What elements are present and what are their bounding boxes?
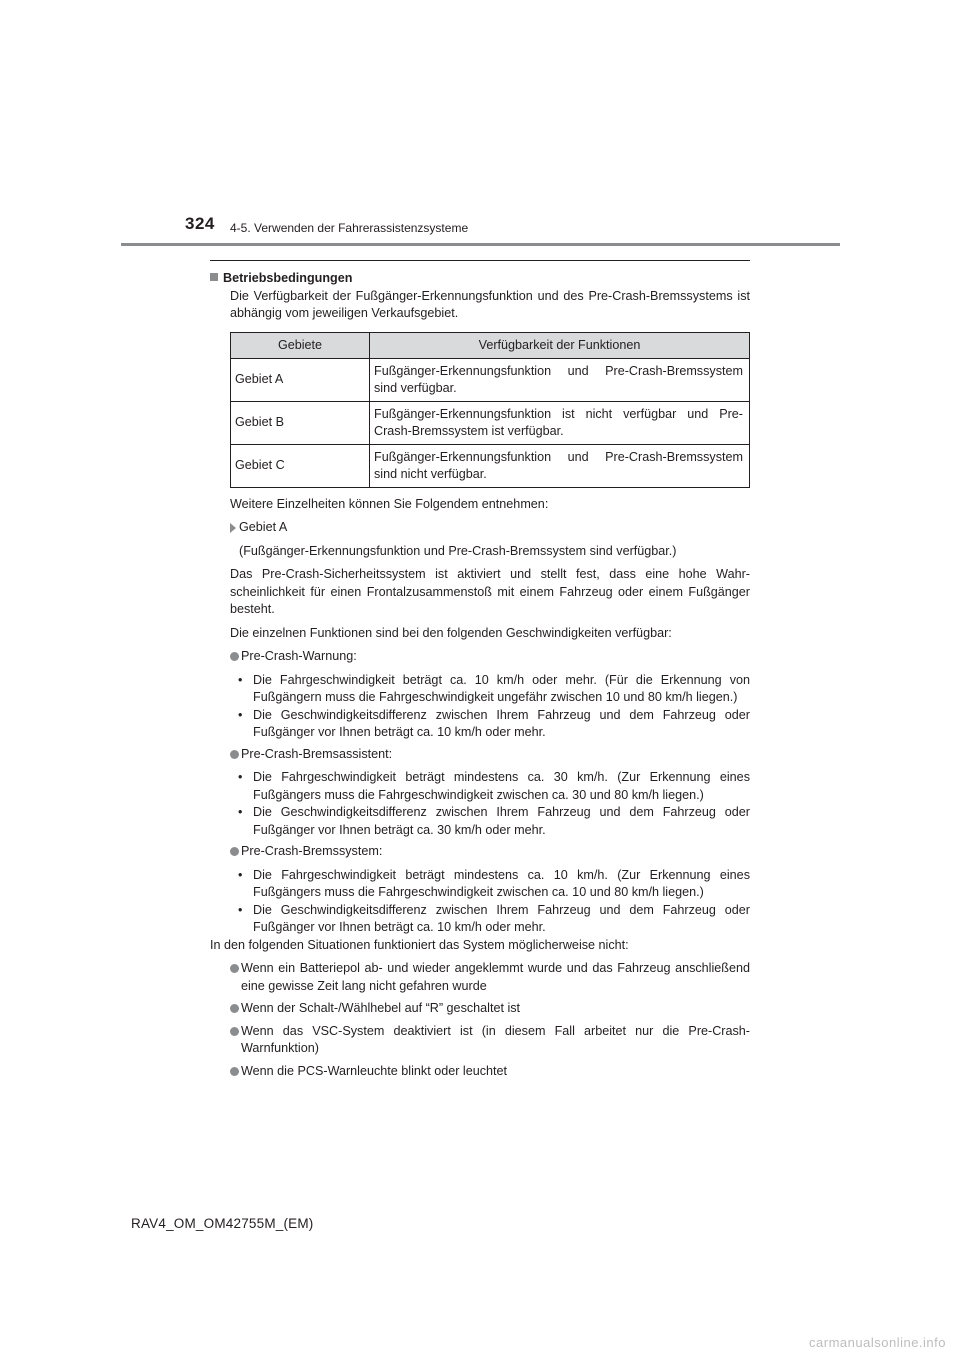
bullet-dot-icon: • [238,672,243,687]
bullet-dot-icon: • [238,770,243,784]
table-cell-region: Gebiet A [231,358,370,401]
function-item [230,746,750,764]
page-number: 324 [185,214,215,233]
condition-text: Die Fahrgeschwindigkeit beträgt mindestens ca. 30 km/h. (Zur Erkennung eines Fußgängers muss die Fahrgeschwindigkeit zwischen ca. 30 und 80 km/h liegen.) [253,770,750,802]
intro-paragraph: Die Verfügbarkeit der Fußgänger-Erkennungsfunktion und des Pre-Crash-Bremssystems ist abhängig vom jeweiligen Verkaufsgebiet. [230,288,750,320]
bullet-dot-icon: • [238,902,243,917]
section-divider [210,260,750,261]
condition-text: Die Geschwindigkeitsdifferenz zwischen Ihrem Fahrzeug und dem Fahrzeug oder Fußgänger vor Ihnen beträgt ca. 30 km/h oder mehr. [253,805,750,837]
condition-text: Die Geschwindigkeitsdifferenz zwischen Ihrem Fahrzeug und dem Fahrzeug oder Fußgänger vor Ihnen beträgt ca. 10 km/h oder mehr. [253,707,750,739]
region-item [230,519,750,537]
situation-item [230,960,750,995]
situation-text: Wenn das VSC-System deaktiviert ist (in diesem Fall arbeitet nur die Pre-Crash-Warnfunktion) [241,1023,750,1055]
bullet-dot-icon: • [238,707,243,722]
watermark: carmanualsonline.info [809,1335,946,1350]
situation-text: Wenn der Schalt-/Wählhebel auf “R” geschaltet ist [241,1001,521,1015]
availability-table [230,332,750,488]
function-item [230,648,750,666]
table-cell-availability: Fußgänger-Erkennungsfunktion und Pre-Crash-Bremssystem sind nicht verfügbar. [370,444,750,487]
circle-bullet-icon [230,652,239,661]
condition-text: Die Fahrgeschwindigkeit beträgt mindestens ca. 10 km/h. (Zur Erkennung eines Fußgängers muss die Fahrgeschwindigkeit zwischen ca. 10 und 80 km/h liegen.) [253,867,750,899]
circle-bullet-icon [230,1027,239,1036]
square-bullet-icon [210,273,218,281]
circle-bullet-icon [230,964,239,973]
table-cell-region: Gebiet C [231,444,370,487]
header-rule [121,243,840,246]
activation-paragraph: Das Pre-Crash-Sicherheitssystem ist aktiviert und stellt fest, dass eine hohe Wahrscheinlichkeit für einen Frontalzusammenstoß mit einem Fahrzeug oder einem Fußgänger besteht. [230,567,750,616]
circle-bullet-icon [230,1004,239,1013]
page-content [210,260,750,1080]
function-name: Pre-Crash-Bremssystem: [241,844,383,858]
table-cell-availability: Fußgänger-Erkennungsfunktion und Pre-Crash-Bremssystem sind verfügbar. [370,358,750,401]
condition-text: Die Geschwindigkeitsdifferenz zwischen Ihrem Fahrzeug und dem Fahrzeug oder Fußgänger vor Ihnen beträgt ca. 10 km/h oder mehr. [253,902,750,934]
function-name: Pre-Crash-Warnung: [241,649,357,663]
region-item-label: Gebiet A [239,520,288,534]
block-heading [210,270,750,288]
situations-intro: In den folgenden Situationen funktioniert das System möglicherweise nicht: [210,937,629,952]
situation-item [230,1063,750,1081]
table-cell-availability: Fußgänger-Erkennungsfunktion ist nicht verfügbar und Pre-Crash-Bremssystem ist verfügbar. [370,401,750,444]
function-item [230,843,750,861]
region-note: (Fußgänger-Erkennungsfunktion und Pre-Crash-Bremssystem sind verfügbar.) [239,543,677,558]
situation-text: Wenn ein Batteriepol ab- und wieder angeklemmt wurde und das Fahrzeug anschließend eine gewisse Zeit lang nicht gefahren wurde [241,961,750,993]
function-name: Pre-Crash-Bremsassistent: [241,746,393,761]
table-row [231,401,750,444]
condition-item [238,804,750,839]
table-header-row [231,332,750,358]
bullet-dot-icon: • [238,867,243,882]
document-code: RAV4_OM_OM42755M_(EM) [131,1216,314,1231]
block-heading-text: Betriebsbedingungen [223,271,353,285]
condition-item [238,707,750,742]
table-row [231,358,750,401]
condition-item [238,672,750,707]
more-info-text: Weitere Einzelheiten können Sie Folgendem entnehmen: [230,496,549,511]
situation-item [230,1000,750,1018]
circle-bullet-icon [230,750,239,759]
bullet-dot-icon: • [238,805,243,819]
arrow-right-icon [230,523,236,533]
circle-bullet-icon [230,847,239,856]
condition-item [238,902,750,937]
table-header-region: Gebiete [231,332,370,358]
section-title: 4-5. Verwenden der Fahrerassistenzsysteme [230,221,469,235]
table-header-availability: Verfügbarkeit der Funktionen [370,332,750,358]
circle-bullet-icon [230,1067,239,1076]
table-row [231,444,750,487]
condition-item [238,769,750,804]
table-cell-region: Gebiet B [231,401,370,444]
condition-item [238,867,750,902]
speeds-intro: Die einzelnen Funktionen sind bei den folgenden Geschwindigkeiten verfügbar: [230,625,672,640]
situation-text: Wenn die PCS-Warnleuchte blinkt oder leuchtet [241,1063,508,1078]
situation-item [230,1023,750,1058]
condition-text: Die Fahrgeschwindigkeit beträgt ca. 10 km/h oder mehr. (Für die Erkennung von Fußgängern muss die Fahrgeschwindigkeit ungefähr zwischen 10 und 80 km/h liegen.) [253,672,750,704]
